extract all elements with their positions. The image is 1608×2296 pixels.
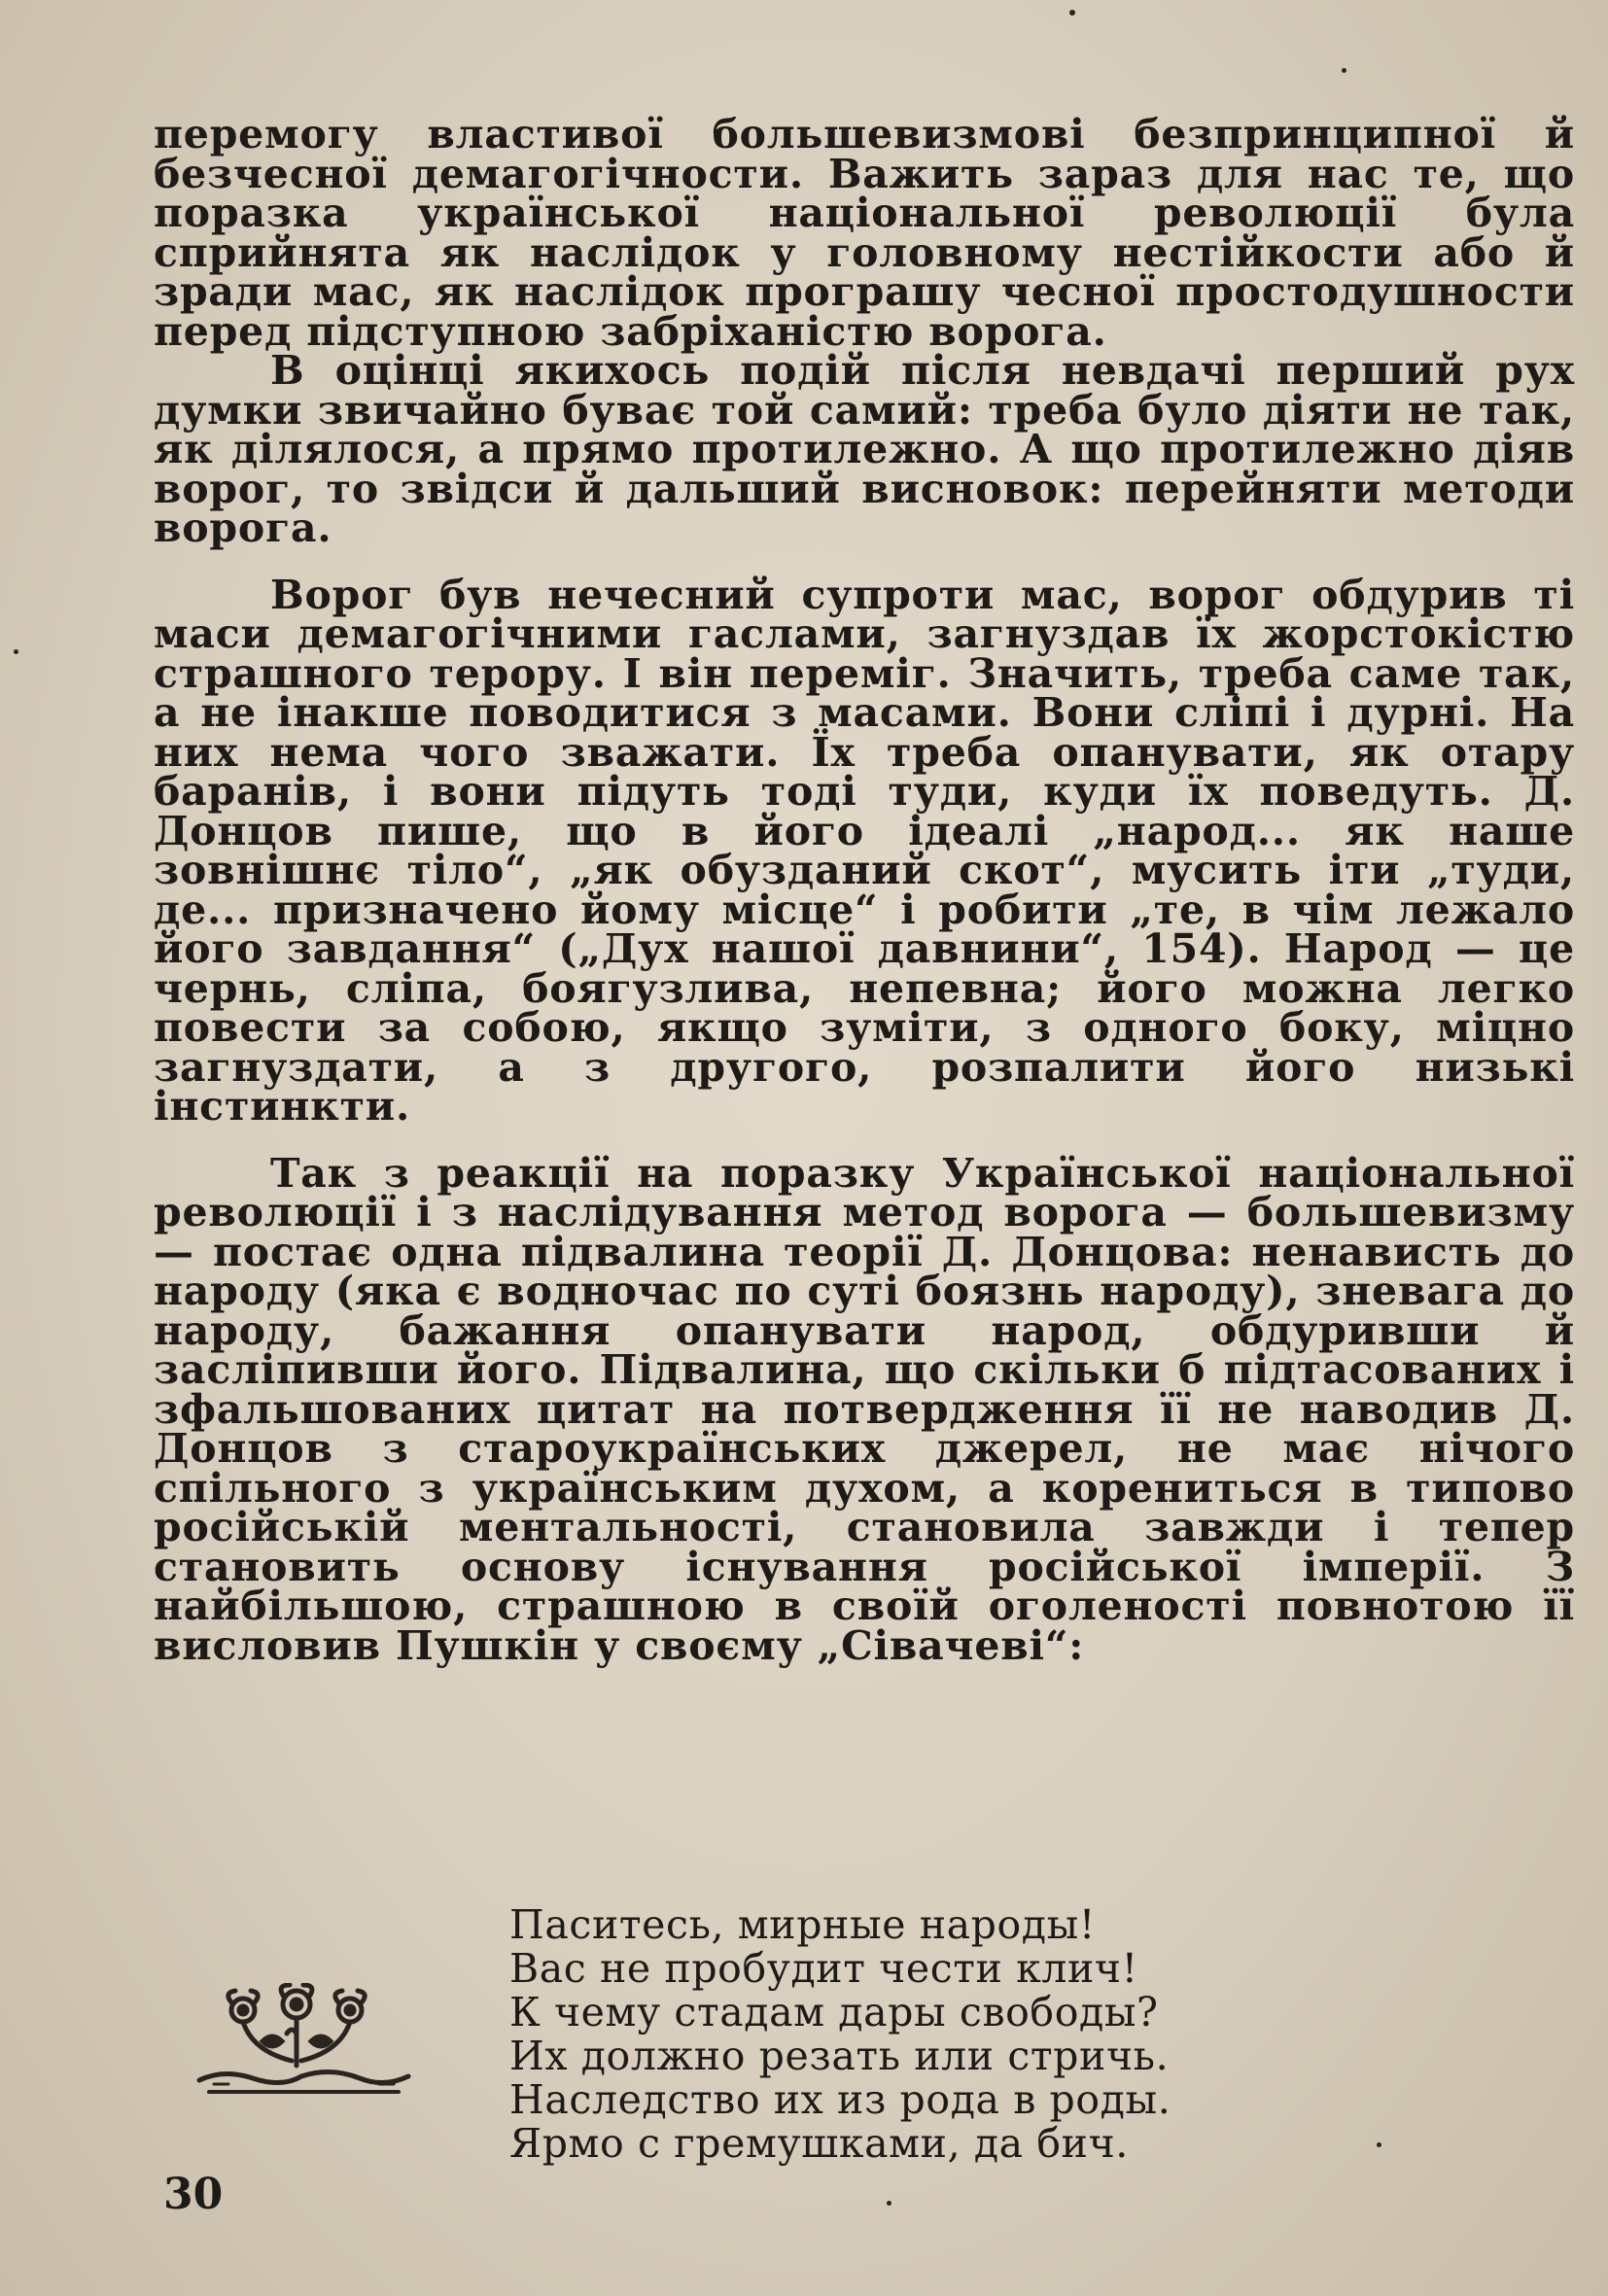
poem-line-2: Вас не пробудит чести клич! — [509, 1945, 1138, 1992]
page-number: 30 — [163, 2170, 224, 2219]
paragraph-2: В оцінці якихось подій після невдачі перший рух думки звичайно буває той самий: треба було діяти не так, як ділялося, а прямо протилежно. А що протилежно діяв ворог, то звідси й дальший висновок: перейняти методи ворога. — [154, 347, 1575, 551]
print-speck — [1377, 2142, 1381, 2147]
print-speck — [887, 2201, 891, 2206]
poem-line-6: Ярмо с гремушками, да бич. — [509, 2120, 1129, 2167]
poem-line-4: Их должно резать или стричь. — [509, 2033, 1170, 2079]
paragraph-3: Ворог був нечесний супроти мас, ворог обдурив ті маси демагогічними гаслами, загнуздав їх жорстокістю страшного терору. І він переміг. Значить, треба саме так, а не інакше поводитися з масами. Вони сліпі і дурні. На них нема чого зважати. Їх треба опанувати, як отару баранів, і вони підуть тоді туди, куди їх поведуть. Д. Донцов пише, що в його ідеалі „народ... як наше зовнішнє тіло“, „як обузданий скот“, мусить іти „туди, де... призначено йому місце“ і робити „те, в чім лежало його завдання“ („Дух нашої давнини“, 154). Народ — це чернь, сліпа, боягузлива, непевна; його можна легко повести за собою, якщо зуміти, з одного боку, міцно загнуздати, а з другого, розпалити його низькі інстинкти. — [154, 571, 1575, 1130]
poem-quote — [509, 1903, 1346, 2166]
floral-ornament-icon — [194, 1983, 413, 2100]
body-text — [154, 111, 1575, 1669]
paragraph-4: Так з реакції на поразку Української національної революції і з наслідування метод ворога — большевизму — постає одна підвалина теорії Д. Донцова: ненависть до народу (яка є водночас по суті боязнь народу), зневага до народу, бажання опанувати народ, обдуривши й засліпивши його. Підвалина, що скільки б підтасованих і зфальшованих цитат на потвердження її не наводив Д. Донцов з староукраїнських джерел, не має нічого спільного з українським духом, а корениться в типово російській ментальності, становила завжди і тепер становить основу існування російської імперії. З найбільшою, страшною в своїй оголеності повнотою її висловив Пушкін у своєму „Сівачеві“: — [154, 1149, 1575, 1669]
print-speck — [1342, 68, 1346, 73]
poem-line-3: К чему стадам дары свободы? — [509, 1989, 1159, 2035]
poem-line-5: Наследство их из рода в роды. — [509, 2076, 1171, 2123]
poem-line-1: Паситесь, мирные народы! — [509, 1901, 1096, 1948]
print-speck — [1069, 10, 1075, 16]
paragraph-1: перемогу властивої большевизмові безпринципної й безчесної демагогічности. Важить зараз для нас те, що поразка української національної революції була сприйнята як наслідок у головному нестійкости або й зради мас, як наслідок програшу чесної простодушности перед підступною забріханістю ворога. — [154, 111, 1575, 355]
print-speck — [14, 649, 18, 654]
